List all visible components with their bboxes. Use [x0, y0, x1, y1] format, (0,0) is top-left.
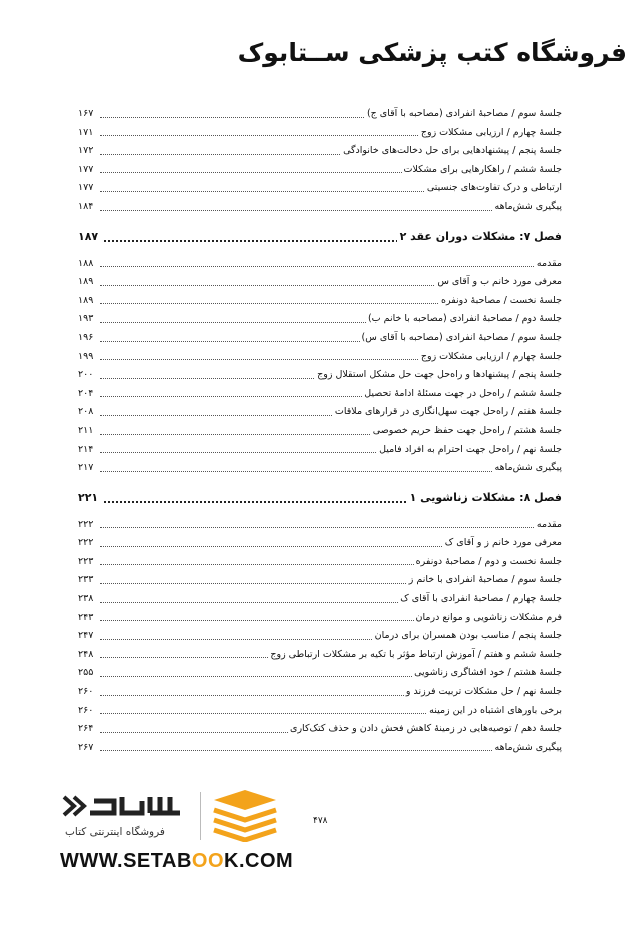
- toc-entry[interactable]: [78, 348, 562, 367]
- website-url[interactable]: [60, 850, 293, 873]
- toc-entry-label: جلسهٔ چهارم / ارزیابی مشکلات زوج: [419, 124, 562, 142]
- dot-leader: [100, 471, 558, 472]
- website-prefix: WWW.SETAB: [60, 850, 192, 872]
- toc-entry-label: جلسهٔ پنجم / پیشنهادها و راه‌حل جهت حل مشکل استقلال زوج: [315, 366, 562, 384]
- toc-entry-label: جلسهٔ چهارم / مصاحبهٔ انفرادی با آقای ک: [398, 590, 562, 608]
- setabook-logo[interactable]: [60, 788, 292, 844]
- toc-entry-label: ارتباطی و درک تفاوت‌های جنسیتی: [425, 179, 562, 197]
- toc-entry-page: ۲۶۰: [78, 702, 95, 720]
- toc-entry-page: ۲۰۰: [78, 366, 95, 384]
- toc-entry[interactable]: [78, 441, 562, 460]
- toc-entry-label: جلسهٔ دوم / مصاحبهٔ انفرادی (مصاحبه با خانم ب): [366, 310, 562, 328]
- toc-entry[interactable]: [78, 627, 562, 646]
- toc-entry-label: جلسهٔ ششم / راه‌حل در جهت مسئلهٔ ادامهٔ تحصیل: [362, 385, 562, 403]
- toc-entry-page: ۱۷۲: [78, 142, 95, 160]
- toc-entry-page: ۲۳۸: [78, 590, 95, 608]
- toc-entry-page: ۲۶۷: [78, 739, 95, 757]
- toc-entry[interactable]: [78, 571, 562, 590]
- toc-entry[interactable]: [78, 609, 562, 628]
- toc-entry[interactable]: [78, 142, 562, 161]
- page-number: ۴۷۸: [313, 816, 328, 826]
- toc-entry-label: معرفی مورد خانم ب و آقای س: [435, 273, 562, 291]
- toc-entry-label: معرفی مورد خانم ز و آقای ک: [443, 534, 562, 552]
- chapter-7-page: ۱۸۷: [78, 226, 101, 248]
- toc-entry-label: جلسهٔ نهم / حل مشکلات تربیت فرزند و: [404, 683, 562, 701]
- toc-group-3: [78, 516, 562, 758]
- toc-entry-page: ۲۴۳: [78, 609, 95, 627]
- toc-entry[interactable]: [78, 664, 562, 683]
- toc-entry-label: پیگیری شش‌ماهه: [493, 459, 562, 477]
- dot-leader: [100, 527, 558, 528]
- toc-entry[interactable]: [78, 273, 562, 292]
- website-suffix: K.COM: [224, 850, 294, 872]
- toc-entry[interactable]: [78, 403, 562, 422]
- toc-entry-label: جلسهٔ هفتم / راه‌حل جهت سهل‌انگاری در قرارهای ملاقات: [333, 403, 562, 421]
- toc-entry-label: جلسهٔ پنجم / پیشنهادهایی برای حل دخالت‌های خانوادگی: [341, 142, 562, 160]
- toc-entry[interactable]: [78, 459, 562, 478]
- toc-entry[interactable]: [78, 385, 562, 404]
- book-stack-icon: [210, 788, 280, 842]
- toc-entry[interactable]: [78, 255, 562, 274]
- toc-entry-label: جلسهٔ ششم و هفتم / آموزش ارتباط مؤثر با تکیه بر مشکلات ارتباطی زوج: [268, 646, 562, 664]
- toc-entry-page: ۱۷۷: [78, 161, 95, 179]
- toc-entry-page: ۱۸۸: [78, 255, 95, 273]
- toc-entry-label: جلسهٔ هشتم / خود افشاگری زناشویی: [412, 664, 562, 682]
- toc-entry[interactable]: [78, 310, 562, 329]
- toc-entry-label: جلسهٔ نهم / راه‌حل جهت احترام به افراد فامیل: [377, 441, 562, 459]
- toc-entry[interactable]: [78, 534, 562, 553]
- toc-entry[interactable]: [78, 590, 562, 609]
- toc-entry[interactable]: [78, 516, 562, 535]
- toc-entry-page: ۲۲۲: [78, 516, 95, 534]
- toc-entry-label: پیگیری شش‌ماهه: [493, 739, 562, 757]
- toc-entry-page: ۱۹۳: [78, 310, 95, 328]
- toc-entry-page: ۲۴۷: [78, 627, 95, 645]
- toc-entry-page: ۱۸۹: [78, 273, 95, 291]
- toc-entry-page: ۲۴۸: [78, 646, 95, 664]
- toc-group-2: [78, 255, 562, 478]
- toc-entry-page: ۲۲۳: [78, 553, 95, 571]
- chapter-7-heading[interactable]: [78, 226, 562, 249]
- toc-entry-page: ۲۳۳: [78, 571, 95, 589]
- store-title: فروشگاه کتب پزشکی ســتابوک: [237, 38, 627, 67]
- toc-entry[interactable]: [78, 366, 562, 385]
- toc-entry[interactable]: [78, 646, 562, 665]
- toc-entry-label: برخی باورهای اشتباه در این زمینه: [427, 702, 562, 720]
- dot-leader: [100, 210, 558, 211]
- toc-entry[interactable]: [78, 739, 562, 758]
- toc-entry[interactable]: [78, 553, 562, 572]
- toc-group-1: [78, 105, 562, 217]
- table-of-contents: [78, 105, 562, 757]
- toc-entry-page: ۱۸۹: [78, 292, 95, 310]
- logo-divider: [200, 792, 201, 840]
- dot-leader: [100, 266, 558, 267]
- toc-entry[interactable]: [78, 720, 562, 739]
- toc-entry-page: ۲۱۱: [78, 422, 95, 440]
- toc-entry-label: جلسهٔ هشتم / راه‌حل جهت حفظ حریم خصوصی: [371, 422, 562, 440]
- toc-entry-label: جلسهٔ ششم / راهکارهایی برای مشکلات: [402, 161, 562, 179]
- chapter-8-page: ۲۲۱: [78, 487, 101, 509]
- toc-entry-label: جلسهٔ پنجم / مناسب بودن همسران برای درمان: [373, 627, 562, 645]
- toc-entry-page: ۱۹۶: [78, 329, 95, 347]
- toc-entry-page: ۲۶۰: [78, 683, 95, 701]
- toc-entry[interactable]: [78, 179, 562, 198]
- toc-entry-label: جلسهٔ نخست / مصاحبهٔ دونفره: [439, 292, 562, 310]
- toc-entry-page: ۱۷۷: [78, 179, 95, 197]
- toc-entry-page: ۲۶۴: [78, 720, 95, 738]
- toc-entry-label: پیگیری شش‌ماهه: [493, 198, 562, 216]
- toc-entry-label: جلسهٔ نخست و دوم / مصاحبهٔ دونفره: [414, 553, 562, 571]
- toc-entry-page: ۲۲۲: [78, 534, 95, 552]
- toc-entry[interactable]: [78, 292, 562, 311]
- toc-entry[interactable]: [78, 683, 562, 702]
- chapter-8-heading[interactable]: [78, 487, 562, 510]
- toc-entry-label: جلسهٔ چهارم / ارزیابی مشکلات زوج: [419, 348, 562, 366]
- toc-entry[interactable]: [78, 422, 562, 441]
- toc-entry-page: ۲۵۵: [78, 664, 95, 682]
- toc-entry[interactable]: [78, 161, 562, 180]
- chapter-8-title: فصل ۸: مشکلات زناشویی ۱: [407, 487, 562, 509]
- logo-wordmark: [60, 791, 190, 821]
- toc-entry-page: ۱۹۹: [78, 348, 95, 366]
- toc-entry-page: ۲۰۸: [78, 403, 95, 421]
- toc-entry-page: ۱۸۴: [78, 198, 95, 216]
- toc-entry-label: جلسهٔ سوم / مصاحبهٔ انفرادی (مصاحبه با آقای ج): [365, 105, 562, 123]
- toc-entry-label: جلسهٔ دهم / توصیه‌هایی در زمینهٔ کاهش فحش دادن و حذف کتک‌کاری: [288, 720, 562, 738]
- toc-entry-label: مقدمه: [535, 255, 562, 273]
- toc-entry[interactable]: [78, 105, 562, 124]
- dot-leader: [100, 750, 558, 751]
- toc-entry-page: ۱۶۷: [78, 105, 95, 123]
- toc-entry[interactable]: [78, 124, 562, 143]
- toc-entry-label: جلسهٔ سوم / مصاحبهٔ انفرادی با خانم ز: [407, 571, 562, 589]
- toc-entry-page: ۲۱۷: [78, 459, 95, 477]
- toc-entry[interactable]: [78, 329, 562, 348]
- toc-entry-label: جلسهٔ سوم / مصاحبهٔ انفرادی (مصاحبه با آقای س): [360, 329, 563, 347]
- website-oo: OO: [191, 850, 225, 872]
- toc-entry-page: ۲۰۴: [78, 385, 95, 403]
- chapter-7-title: فصل ۷: مشکلات دوران عقد ۲: [397, 226, 562, 248]
- toc-entry[interactable]: [78, 198, 562, 217]
- toc-entry-page: ۱۷۱: [78, 124, 95, 142]
- toc-entry-label: فرم مشکلات زناشویی و موانع درمان: [414, 609, 562, 627]
- toc-entry-label: مقدمه: [535, 516, 562, 534]
- logo-subtitle: فروشگاه اینترنتی کتاب: [65, 826, 165, 838]
- toc-entry[interactable]: [78, 702, 562, 721]
- toc-entry-page: ۲۱۴: [78, 441, 95, 459]
